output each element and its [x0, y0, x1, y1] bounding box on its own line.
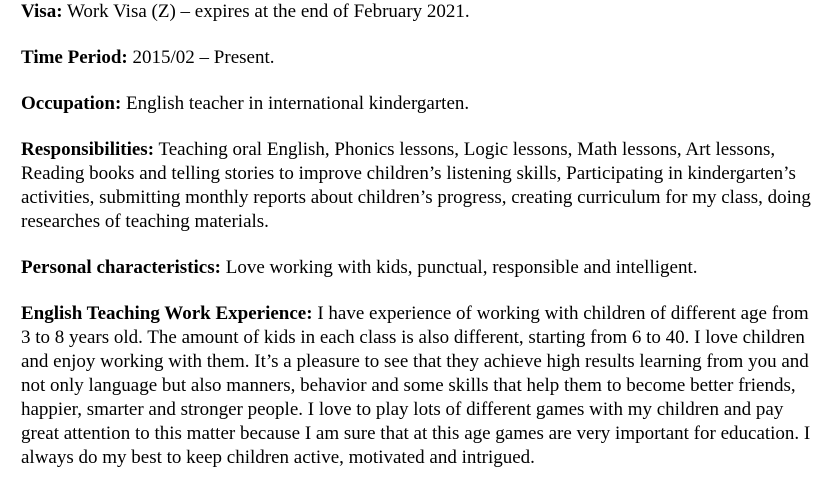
visa-label: Visa:: [21, 1, 63, 22]
time-period-paragraph: [21, 46, 821, 70]
time-period-label: Time Period:: [21, 47, 128, 68]
responsibilities-label: Responsibilities:: [21, 139, 155, 160]
personal-characteristics-label: Personal characteristics:: [21, 257, 221, 278]
responsibilities-text: Teaching oral English, Phonics lessons, Logic lessons, Math lessons, Art lessons, Reading books and telling stories to improve children’s listening skills, Participating in kindergarten’s activities, submitting monthly reports about children’s progress, creating curriculum for my class, doing researches of teaching materials.: [21, 139, 811, 232]
occupation-paragraph: [21, 92, 821, 116]
experience-paragraph: [21, 302, 821, 470]
personal-characteristics-text: Love working with kids, punctual, responsible and intelligent.: [220, 257, 698, 278]
responsibilities-paragraph: [21, 138, 821, 234]
visa-text: Work Visa (Z) – expires at the end of February 2021.: [62, 1, 470, 22]
visa-paragraph: [21, 0, 821, 24]
experience-label: English Teaching Work Experience:: [21, 303, 313, 324]
personal-characteristics-paragraph: [21, 256, 821, 280]
resume-document: [21, 0, 821, 492]
experience-text: I have experience of working with children of different age from 3 to 8 years old. The amount of kids in each class is also different, starting from 6 to 40. I love children and enjoy working with them. It’s a pleasure to see that they achieve high results learning from you and not only language but also manners, behavior and some skills that help them to become better friends, happier, smarter and stronger people. I love to play lots of different games with my children and pay great attention to this matter because I am sure that at this age games are very important for education. I always do my best to keep children active, motivated and intrigued.: [21, 303, 811, 468]
time-period-text: 2015/02 – Present.: [127, 47, 275, 68]
occupation-label: Occupation:: [21, 93, 122, 114]
occupation-text: English teacher in international kindergarten.: [121, 93, 470, 114]
